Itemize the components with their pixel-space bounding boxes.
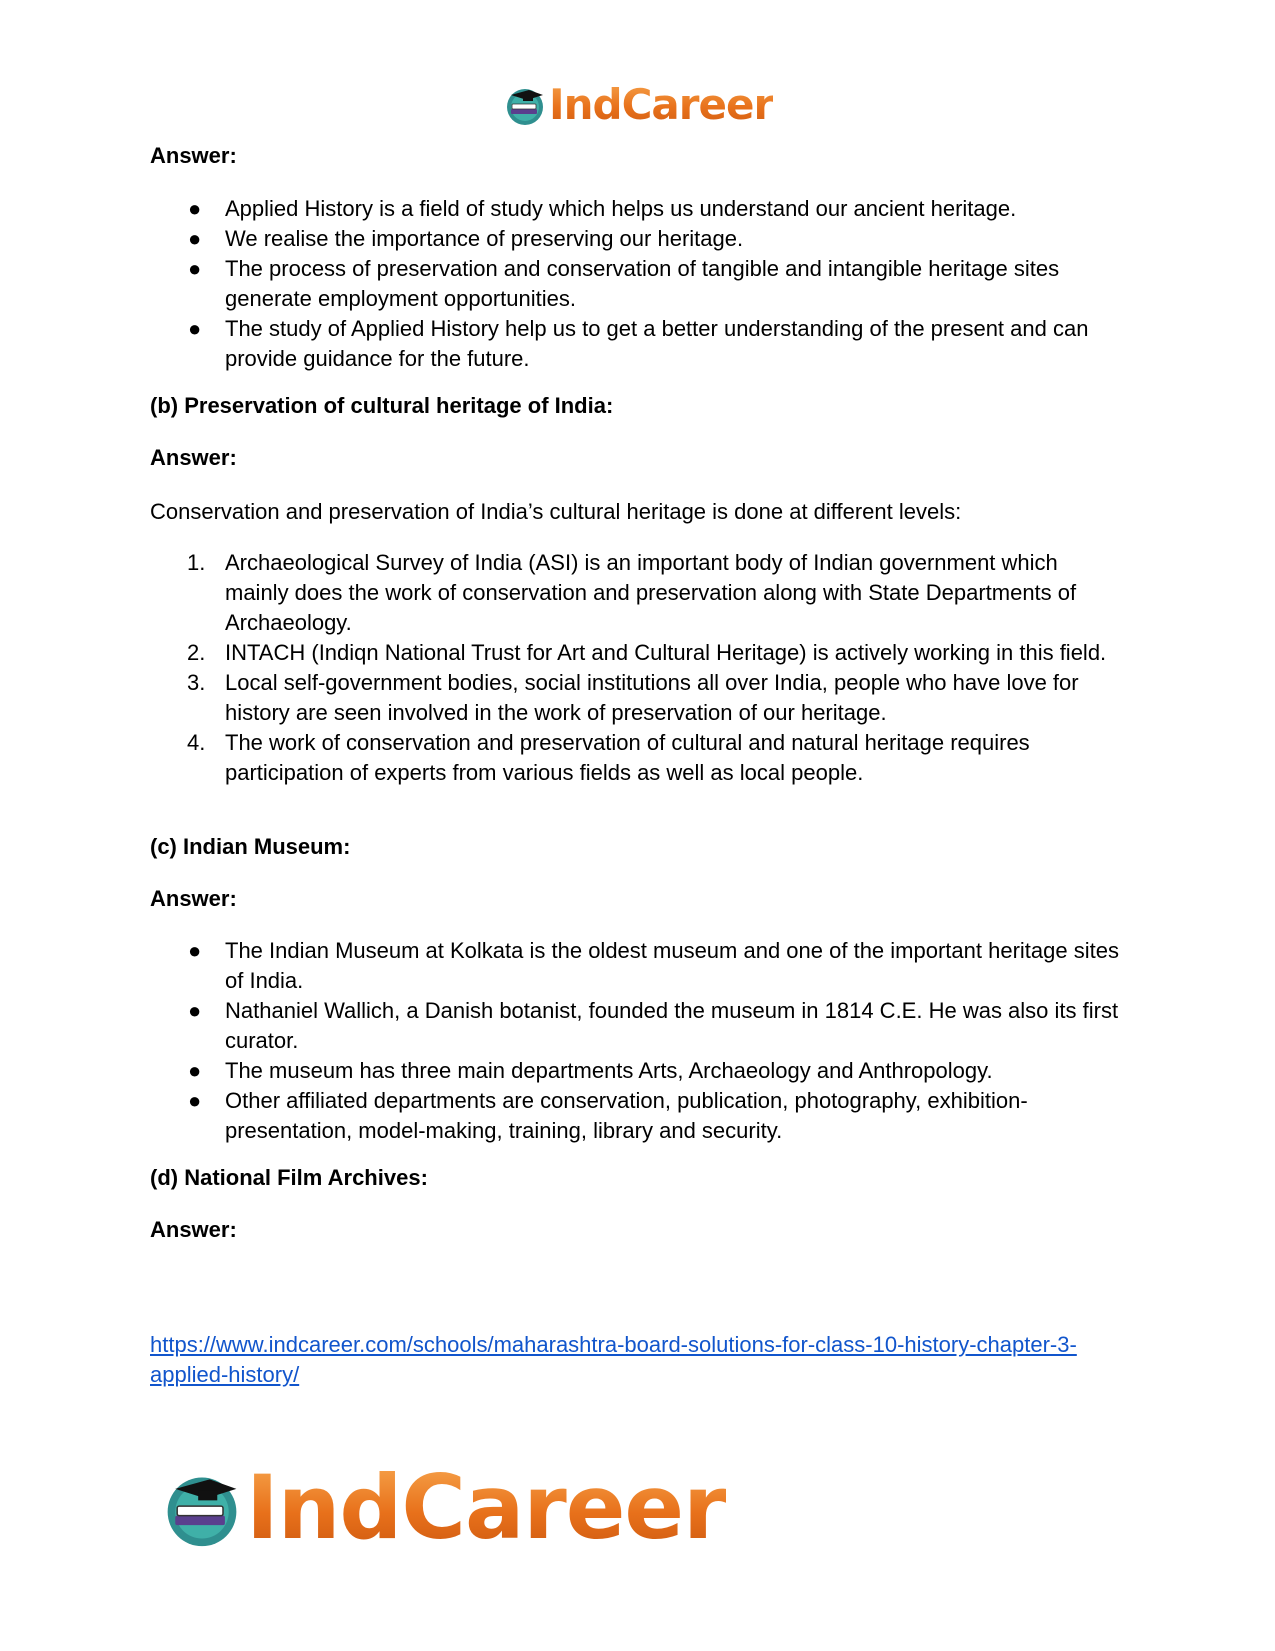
applied-history-bullets <box>150 194 1125 374</box>
section-b-heading: (b) Preservation of cultural heritage of India: <box>150 393 614 418</box>
list-item: ● The museum has three main departments Arts, Archaeology and Anthropology. <box>188 1058 993 1083</box>
list-item: ● Applied History is a field of study which helps us understand our ancient heritage. <box>188 196 1017 221</box>
list-item: ● We realise the importance of preserving our heritage. <box>188 226 744 251</box>
header-logo <box>503 80 773 130</box>
list-item: 1. Archaeological Survey of India (ASI) is an important body of Indian government which mainly does the work of conservation and preservation along with State Departments of Archaeology. <box>187 550 1077 635</box>
section-c-heading: (c) Indian Museum: <box>150 834 351 859</box>
list-item: 2. INTACH (Indiqn National Trust for Art and Cultural Heritage) is actively working in this field. <box>187 640 1107 665</box>
section-b-intro: Conservation and preservation of India’s cultural heritage is done at different levels: <box>150 499 962 524</box>
answer-label-d: Answer: <box>150 1217 237 1242</box>
list-item: ● Nathaniel Wallich, a Danish botanist, founded the museum in 1814 C.E. He was also its first curator. <box>188 998 1119 1053</box>
list-item: 4. The work of conservation and preservation of cultural and natural heritage requires participation of experts from various fields as well as local people. <box>187 730 1030 785</box>
footer-logo <box>160 1456 726 1559</box>
answer-label-a: Answer: <box>150 143 237 168</box>
indian-museum-bullets <box>150 936 1125 1146</box>
list-item: 3. Local self-government bodies, social institutions all over India, people who have love for history are seen involved in the work of preservation of our heritage. <box>187 670 1079 725</box>
list-item: ● The Indian Museum at Kolkata is the oldest museum and one of the important heritage sites of India. <box>188 938 1119 993</box>
list-item: ● Other affiliated departments are conservation, publication, photography, exhibition-presentation, model-making, training, library and security. <box>188 1088 1028 1143</box>
list-item: ● The process of preservation and conservation of tangible and intangible heritage sites generate employment opportunities. <box>188 256 1060 311</box>
logo-wordmark: IndCareer <box>246 1456 726 1559</box>
source-url-link[interactable]: https://www.indcareer.com/schools/maharashtra-board-solutions-for-class-10-history-chapter-3-applied-history/ <box>150 1332 1077 1387</box>
logo-emblem-icon <box>160 1466 244 1550</box>
answer-label-c: Answer: <box>150 886 237 911</box>
section-d-heading: (d) National Film Archives: <box>150 1165 428 1190</box>
preservation-levels-list <box>150 548 1125 788</box>
logo-emblem-icon <box>503 83 547 127</box>
answer-label-b: Answer: <box>150 445 237 470</box>
logo-wordmark: IndCareer <box>549 80 774 129</box>
list-item: ● The study of Applied History help us to get a better understanding of the present and can provide guidance for the future. <box>188 316 1089 371</box>
